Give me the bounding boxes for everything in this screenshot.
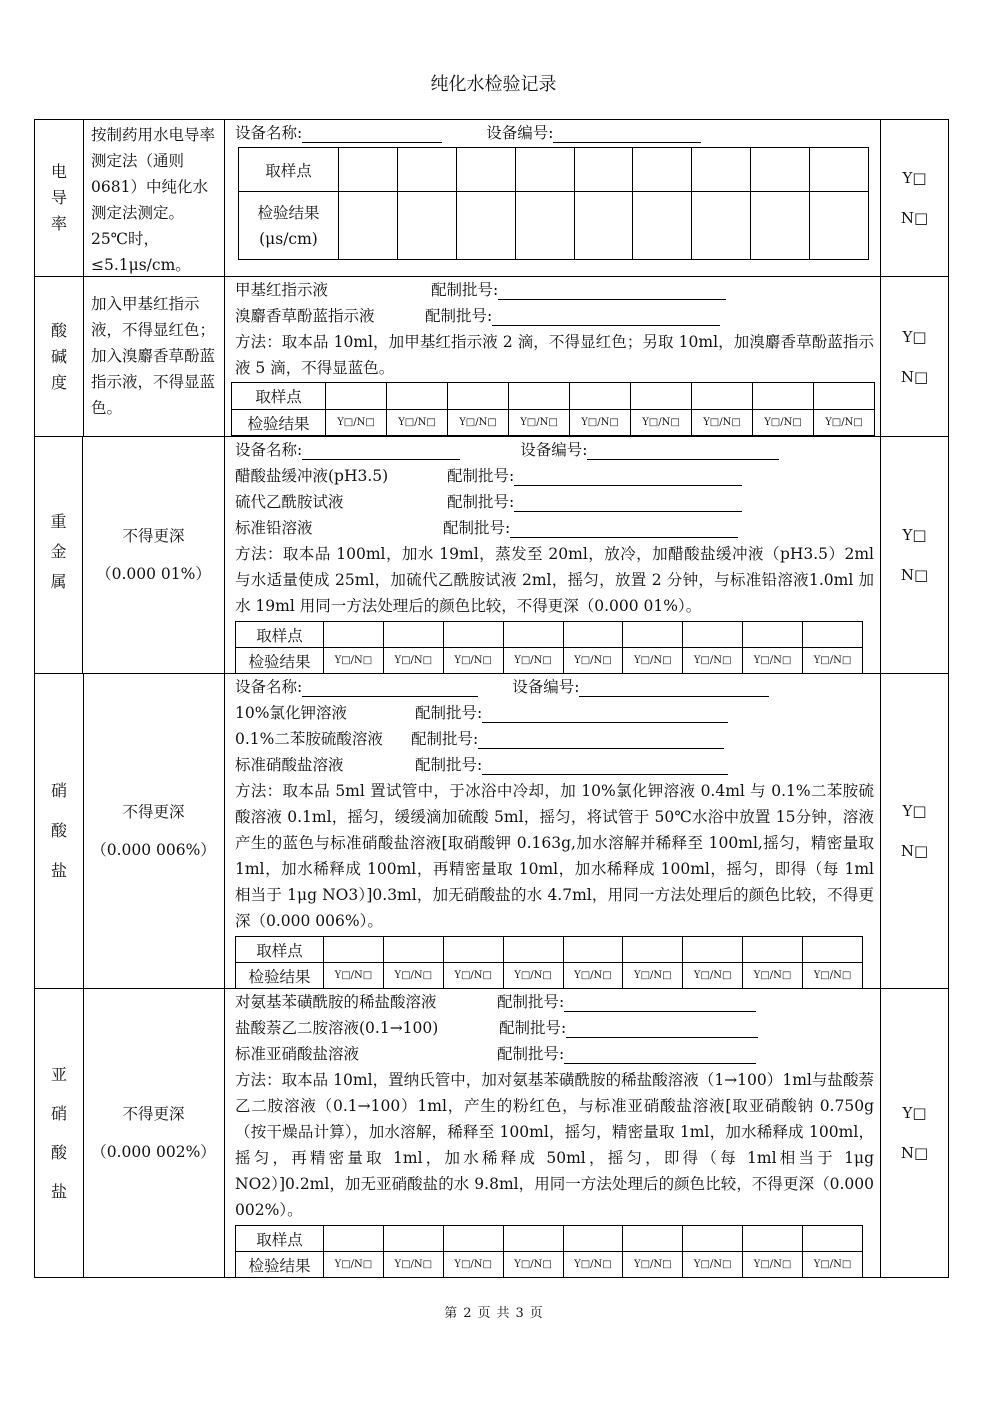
page-total: 3 (515, 1306, 524, 1321)
record-area: 设备名称: 设备编号: 醋酸盐缓冲液(pH3.5) 配制批号: 硫代乙酰胺试液 配制批号: 标准铅溶液 配制批号: 方法：取本品 100ml，加水 19ml，蒸发至 20ml，放冷，加醋酸盐缓冲液（pH3.5）2ml 与水适量使成 25ml，加硫代乙酰胺试液 2ml，摇匀，放置 2 分钟，与标准铅溶液1.0ml 加水 19ml 用同一方法处理后的颜色比较，不得更深（0.000 01%）。 取样点 检验结果 Y□/N□ Y□/N□ Y□/N□ Y□/N□ Y□/N□ Y□/N□ Y□/N□ Y□/N□ Y□/N□ (225, 437, 881, 673)
yn-checkbox[interactable]: Y□/N□ (509, 410, 570, 436)
yn-checkbox[interactable]: Y□/N□ (683, 648, 743, 674)
sample-cell[interactable] (574, 148, 633, 192)
sample-cell[interactable] (803, 1226, 863, 1252)
yn-checkbox[interactable]: Y□/N□ (683, 963, 743, 989)
sample-cell[interactable] (631, 383, 692, 410)
batch-no-field[interactable] (514, 469, 742, 486)
sample-cell[interactable] (387, 383, 448, 410)
yn-checkbox[interactable]: Y□/N□ (383, 963, 443, 989)
yn-checkbox[interactable]: Y□/N□ (443, 1252, 503, 1278)
batch-no-field[interactable] (482, 706, 728, 723)
record-area: 甲基红指示液 配制批号: 溴麝香草酚蓝指示液 配制批号: 方法：取本品 10ml，加甲基红指示液 2 滴，不得显红色；另取 10ml，加溴麝香草酚蓝指示液 5 滴，不得显蓝色。 取样点 检验结果 Y□/N□ Y□/N□ Y□/N□ Y□/N□ Y□/N□ Y□/N□ Y□/N□ Y□/N□ Y□/N□ (225, 277, 881, 436)
section-nitrate (34, 674, 949, 989)
requirement: 加入甲基红指示液，不得显红色；加入溴麝香草酚蓝指示液，不得显蓝色。 (83, 277, 225, 436)
yn-checkbox[interactable]: Y□/N□ (803, 648, 863, 674)
batch-no-field[interactable] (492, 309, 720, 326)
batch-no-field[interactable] (510, 521, 738, 538)
sample-cell[interactable] (397, 148, 456, 192)
sample-cell[interactable] (563, 937, 623, 963)
result-cell[interactable] (633, 192, 692, 260)
sample-cell[interactable] (753, 383, 814, 410)
device-no-field[interactable] (587, 443, 779, 460)
section-heavy-metal (34, 437, 949, 674)
yn-checkbox[interactable]: Y□/N□ (387, 410, 448, 436)
sample-cell[interactable] (448, 383, 509, 410)
sample-cell[interactable] (683, 622, 743, 648)
yn-checkbox[interactable]: Y□/N□ (443, 963, 503, 989)
sample-cell[interactable] (324, 622, 384, 648)
item-name: 酸 碱 度 (35, 277, 84, 436)
sample-cell[interactable] (326, 383, 387, 410)
yn-checkbox[interactable]: Y□/N□ (623, 963, 683, 989)
sample-cell[interactable] (814, 383, 875, 410)
yn-checkbox[interactable]: Y□/N□ (743, 963, 803, 989)
page-number: 2 (463, 1306, 472, 1321)
record-area: 设备名称: 设备编号: 取样点 检验结果 (μs/cm) (225, 120, 881, 276)
sample-cell[interactable] (692, 383, 753, 410)
item-name: 亚 硝 酸 盐 (35, 989, 84, 1277)
item-name: 电 导 率 (35, 120, 84, 276)
yn-checkbox[interactable]: Y□/N□ (743, 1252, 803, 1278)
yn-checkbox[interactable]: Y□/N□ (503, 1252, 563, 1278)
yn-checkbox[interactable]: Y□/N□ (324, 963, 384, 989)
yes-checkbox[interactable]: Y□ (902, 169, 927, 187)
yes-checkbox[interactable]: Y□ (902, 802, 927, 820)
method-text: 方法：取本品 10ml，加甲基红指示液 2 滴，不得显红色；另取 10ml，加溴麝香草酚蓝指示液 5 滴，不得显蓝色。 (235, 333, 874, 377)
result-table: 取样点 检验结果 Y□/N□ Y□/N□ Y□/N□ Y□/N□ Y□/N□ Y□/N□ Y□/N□ Y□/N□ Y□/N□ (235, 621, 863, 674)
sample-cell[interactable] (503, 1226, 563, 1252)
sample-cell[interactable] (810, 148, 869, 192)
result-cell[interactable] (574, 192, 633, 260)
result-table: 取样点 检验结果 Y□/N□ Y□/N□ Y□/N□ Y□/N□ Y□/N□ Y□/N□ Y□/N□ Y□/N□ Y□/N□ (231, 382, 875, 436)
yn-checkbox[interactable]: Y□/N□ (683, 1252, 743, 1278)
sample-cell[interactable] (503, 622, 563, 648)
sample-cell[interactable] (324, 937, 384, 963)
result-cell[interactable] (810, 192, 869, 260)
yn-checkbox[interactable]: Y□/N□ (326, 410, 387, 436)
result-table: 取样点 检验结果 Y□/N□ Y□/N□ Y□/N□ Y□/N□ Y□/N□ Y□/N□ Y□/N□ Y□/N□ Y□/N□ (235, 936, 863, 989)
yn-checkbox[interactable]: Y□/N□ (623, 648, 683, 674)
yes-checkbox[interactable]: Y□ (902, 526, 927, 544)
batch-no-field[interactable] (564, 1047, 756, 1064)
yn-checkbox[interactable]: Y□/N□ (443, 648, 503, 674)
yn-checkbox[interactable]: Y□/N□ (692, 410, 753, 436)
judgement (881, 120, 948, 276)
sample-cell[interactable] (743, 622, 803, 648)
method-text: 方法：取本品 100ml，加水 19ml，蒸发至 20ml，放冷，加醋酸盐缓冲液（pH3.5）2ml 与水适量使成 25ml，加硫代乙酰胺试液 2ml，摇匀，放置 2 分钟，与标准铅溶液1.0ml 加水 19ml 用同一方法处理后的颜色比较，不得更深（0.000 01%）。 (235, 545, 874, 615)
method-text: 方法：取本品 10ml，置纳氏管中，加对氨基苯磺酰胺的稀盐酸溶液（1→100）1ml与盐酸萘乙二胺溶液（0.1→100）1ml，产生的粉红色，与标准亚硝酸盐溶液[取亚硝酸钠 0.750g（按干燥品计算），加水溶解，稀释至 100ml，摇匀，精密量取 1ml，加水稀释成 100ml，摇匀，再精密量取 1ml，加水稀释成 50ml，摇匀，即得（每 1ml相当于 1μg NO2）]0.2ml，加无亚硝酸盐的水 9.8ml，用同一方法处理后的颜色比较，不得更深（0.000 002%）。 (235, 1071, 874, 1219)
sample-cell[interactable] (633, 148, 692, 192)
requirement: 按制药用水电导率测定法（通则0681）中纯化水测定法测定。25℃时，≤5.1μs/cm。 (83, 120, 225, 276)
yn-checkbox[interactable]: Y□/N□ (563, 963, 623, 989)
yn-checkbox[interactable]: Y□/N□ (570, 410, 631, 436)
yn-checkbox[interactable]: Y□/N□ (743, 648, 803, 674)
page-title: 纯化水检验记录 (430, 74, 557, 95)
sample-cell[interactable] (456, 148, 515, 192)
sample-cell[interactable] (383, 1226, 443, 1252)
result-table (238, 147, 869, 260)
sample-cell[interactable] (509, 383, 570, 410)
device-name-field[interactable] (302, 443, 460, 460)
requirement: 不得更深 （0.000 006%） (83, 674, 225, 988)
sample-cell[interactable] (623, 622, 683, 648)
batch-no-field[interactable] (566, 1021, 758, 1038)
no-checkbox[interactable]: N□ (900, 566, 929, 584)
yn-checkbox[interactable]: Y□/N□ (383, 1252, 443, 1278)
judgement (881, 989, 948, 1277)
yn-checkbox[interactable]: Y□/N□ (563, 1252, 623, 1278)
yn-checkbox[interactable]: Y□/N□ (803, 963, 863, 989)
yn-checkbox[interactable]: Y□/N□ (803, 1252, 863, 1278)
sample-cell[interactable] (443, 622, 503, 648)
sample-cell[interactable] (563, 622, 623, 648)
batch-no-field[interactable] (564, 995, 756, 1012)
result-cell[interactable] (456, 192, 515, 260)
result-cell[interactable] (751, 192, 810, 260)
judgement (881, 437, 948, 673)
yn-checkbox[interactable]: Y□/N□ (503, 648, 563, 674)
sample-cell[interactable] (751, 148, 810, 192)
item-name: 硝 酸 盐 (35, 674, 84, 988)
judgement (881, 674, 948, 988)
no-checkbox[interactable]: N□ (900, 1144, 929, 1162)
device-no-field[interactable] (579, 680, 769, 697)
sample-cell[interactable] (563, 1226, 623, 1252)
sample-cell[interactable] (743, 1226, 803, 1252)
sample-cell[interactable] (803, 622, 863, 648)
sample-cell[interactable] (692, 148, 751, 192)
yn-checkbox[interactable]: Y□/N□ (753, 410, 814, 436)
device-name-field[interactable] (302, 680, 478, 697)
judgement (881, 277, 948, 436)
item-name: 重 金 属 (35, 437, 83, 673)
sample-point-label: 取样点 (239, 148, 339, 192)
batch-no-field[interactable] (482, 758, 728, 775)
yn-checkbox[interactable]: Y□/N□ (631, 410, 692, 436)
yn-checkbox[interactable]: Y□/N□ (324, 1252, 384, 1278)
no-checkbox[interactable]: N□ (900, 367, 929, 386)
yn-checkbox[interactable]: Y□/N□ (383, 648, 443, 674)
sample-cell[interactable] (623, 1226, 683, 1252)
yn-checkbox[interactable]: Y□/N□ (503, 963, 563, 989)
device-name-field[interactable] (302, 126, 442, 143)
yn-checkbox[interactable]: Y□/N□ (563, 648, 623, 674)
sample-cell[interactable] (743, 937, 803, 963)
sample-cell[interactable] (803, 937, 863, 963)
sample-cell[interactable] (443, 937, 503, 963)
sample-cell[interactable] (443, 1226, 503, 1252)
batch-no-field[interactable] (498, 283, 726, 300)
requirement: 不得更深 （0.000 002%） (83, 989, 225, 1277)
requirement: 不得更深 （0.000 01%） (83, 437, 225, 673)
record-area: 对氨基苯磺酰胺的稀盐酸溶液 配制批号: 盐酸萘乙二胺溶液(0.1→100) 配制批号: 标准亚硝酸盐溶液 配制批号: 方法：取本品 10ml，置纳氏管中，加对氨基苯磺酰胺的稀盐酸溶液（1→100）1ml与盐酸萘乙二胺溶液（0.1→100）1ml，产生的粉红色，与标准亚硝酸盐溶液[取亚硝酸钠 0.750g（按干燥品计算），加水溶解，稀释至 100ml，摇匀，精密量取 1ml，加水稀释成 100ml，摇匀，再精密量取 1ml，加水稀释成 50ml，摇匀，即得（每 1ml相当于 1μg NO2）]0.2ml，加无亚硝酸盐的水 9.8ml，用同一方法处理后的颜色比较，不得更深（0.000 002%）。 取样点 检验结果 Y□/N□ Y□/N□ Y□/N□ Y□/N□ Y□/N□ Y□/N□ Y□/N□ Y□/N□ Y□/N□ (225, 989, 881, 1277)
result-cell[interactable] (692, 192, 751, 260)
sample-cell[interactable] (570, 383, 631, 410)
section-acidity (34, 277, 949, 437)
no-checkbox[interactable]: N□ (900, 209, 929, 227)
sample-cell[interactable] (339, 148, 398, 192)
sample-cell[interactable] (515, 148, 574, 192)
section-nitrite (34, 989, 949, 1278)
result-cell[interactable] (397, 192, 456, 260)
yes-checkbox[interactable]: Y□ (902, 1104, 927, 1122)
sample-cell[interactable] (623, 937, 683, 963)
batch-no-field[interactable] (514, 495, 742, 512)
sample-cell[interactable] (503, 937, 563, 963)
yn-checkbox[interactable]: Y□/N□ (623, 1252, 683, 1278)
sample-cell[interactable] (324, 1226, 384, 1252)
sample-cell[interactable] (383, 937, 443, 963)
no-checkbox[interactable]: N□ (900, 842, 929, 860)
yn-checkbox[interactable]: Y□/N□ (814, 410, 875, 436)
page-footer: 第 2 页 共 3 页 (444, 1306, 543, 1321)
yes-checkbox[interactable]: Y□ (902, 327, 927, 346)
batch-no-field[interactable] (478, 732, 724, 749)
sample-cell[interactable] (383, 622, 443, 648)
result-table: 取样点 检验结果 Y□/N□ Y□/N□ Y□/N□ Y□/N□ Y□/N□ Y□/N□ Y□/N□ Y□/N□ Y□/N□ (235, 1225, 863, 1278)
yn-checkbox[interactable]: Y□/N□ (448, 410, 509, 436)
sample-cell[interactable] (683, 937, 743, 963)
result-cell[interactable] (339, 192, 398, 260)
yn-checkbox[interactable]: Y□/N□ (324, 648, 384, 674)
result-label: 检验结果 (μs/cm) (239, 192, 339, 260)
result-cell[interactable] (515, 192, 574, 260)
sample-cell[interactable] (683, 1226, 743, 1252)
record-area: 设备名称: 设备编号: 10%氯化钾溶液 配制批号: 0.1%二苯胺硫酸溶液 配制批号: 标准硝酸盐溶液 配制批号: 方法：取本品 5ml 置试管中，于冰浴中冷却，加 10%氯化钾溶液 0.4ml 与 0.1%二苯胺硫酸溶液 0.1ml，摇匀，缓缓滴加硫酸 5ml，摇匀，将试管于 50℃水浴中放置 15分钟，溶液产生的蓝色与标准硝酸盐溶液[取硝酸钾 0.163g,加水溶解并稀释至 100ml,摇匀，精密量取 1ml，加水稀释成 100ml，再精密量取 10ml，加水稀释成 100ml，摇匀，即得（每 1ml 相当于 1μg NO3）]0.3ml，加无硝酸盐的水 4.7ml，用同一方法处理后的颜色比较，不得更深（0.000 006%）。 取样点 检验结果 Y□/N□ Y□/N□ Y□/N□ Y□/N□ Y□/N□ Y□/N□ Y□/N□ Y□/N□ Y□/N□ (225, 674, 881, 988)
section-conductivity (34, 119, 949, 277)
device-no-field[interactable] (553, 126, 701, 143)
method-text: 方法：取本品 5ml 置试管中，于冰浴中冷却，加 10%氯化钾溶液 0.4ml 与 0.1%二苯胺硫酸溶液 0.1ml，摇匀，缓缓滴加硫酸 5ml，摇匀，将试管于 50℃水浴中放置 15分钟，溶液产生的蓝色与标准硝酸盐溶液[取硝酸钾 0.163g,加水溶解并稀释至 100ml,摇匀，精密量取 1ml，加水稀释成 100ml，再精密量取 10ml，加水稀释成 100ml，摇匀，即得（每 1ml 相当于 1μg NO3）]0.3ml，加无硝酸盐的水 4.7ml，用同一方法处理后的颜色比较，不得更深（0.000 006%）。 (235, 782, 874, 930)
